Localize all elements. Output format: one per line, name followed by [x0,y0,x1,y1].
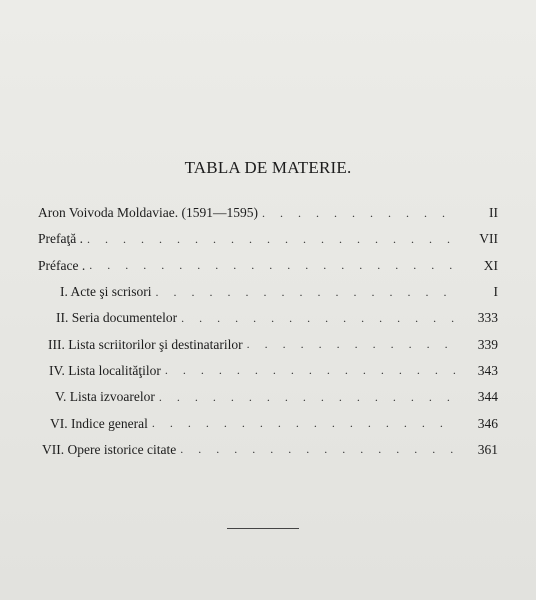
toc-entry-label: II. Seria documentelor [56,310,178,326]
toc-dot-leader [180,442,458,457]
toc-page-number: 361 [477,441,498,457]
toc-dot-leader [87,232,458,247]
toc-entry [38,226,498,252]
toc-entry [38,200,498,226]
toc-page-number: II [489,205,498,221]
toc-dot-leader [181,311,458,326]
toc-entry [38,437,498,463]
toc-page-number: I [493,284,498,300]
toc-entry [38,305,498,331]
toc-page-number: 346 [477,415,498,431]
toc-entry-label: Préface . [38,257,86,273]
toc-entry-label: V. Lista izvoarelor [55,389,155,405]
toc-entry-label: VII. Opere istorice citate [42,441,177,457]
toc-page-number: 339 [477,336,498,352]
toc-dot-leader [247,337,458,352]
toc-page-number: VII [479,231,498,247]
toc-entry [38,253,498,279]
toc-entry-label: III. Lista scriitorilor şi destinatarilor [48,336,243,352]
toc-entry [38,384,498,410]
toc-entry [38,279,498,305]
toc-entry [38,358,498,384]
toc-entry [38,331,498,357]
toc-dot-leader [165,363,458,378]
toc-entry-label: Aron Voivoda Moldaviae. (1591—1595) [38,205,258,221]
page-title: TABLA DE MATERIE. [184,158,352,177]
toc-page-number: 333 [477,310,498,326]
toc-entry-label: IV. Lista localităţilor [49,362,161,378]
toc-page-number: XI [483,257,498,273]
toc-entry [38,410,498,436]
toc-entry-label: VI. Indice general [50,415,148,431]
toc-dot-leader [262,206,458,221]
toc-entry-label: Prefaţă . [38,231,83,247]
closing-divider-rule [227,528,299,529]
table-of-contents [38,200,498,463]
toc-dot-leader [89,258,458,273]
toc-page-number: 343 [477,362,498,378]
toc-dot-leader [152,416,458,431]
toc-dot-leader [159,390,458,405]
toc-dot-leader [155,285,458,300]
toc-page-number: 344 [477,389,498,405]
toc-entry-label: I. Acte şi scrisori [60,284,152,300]
